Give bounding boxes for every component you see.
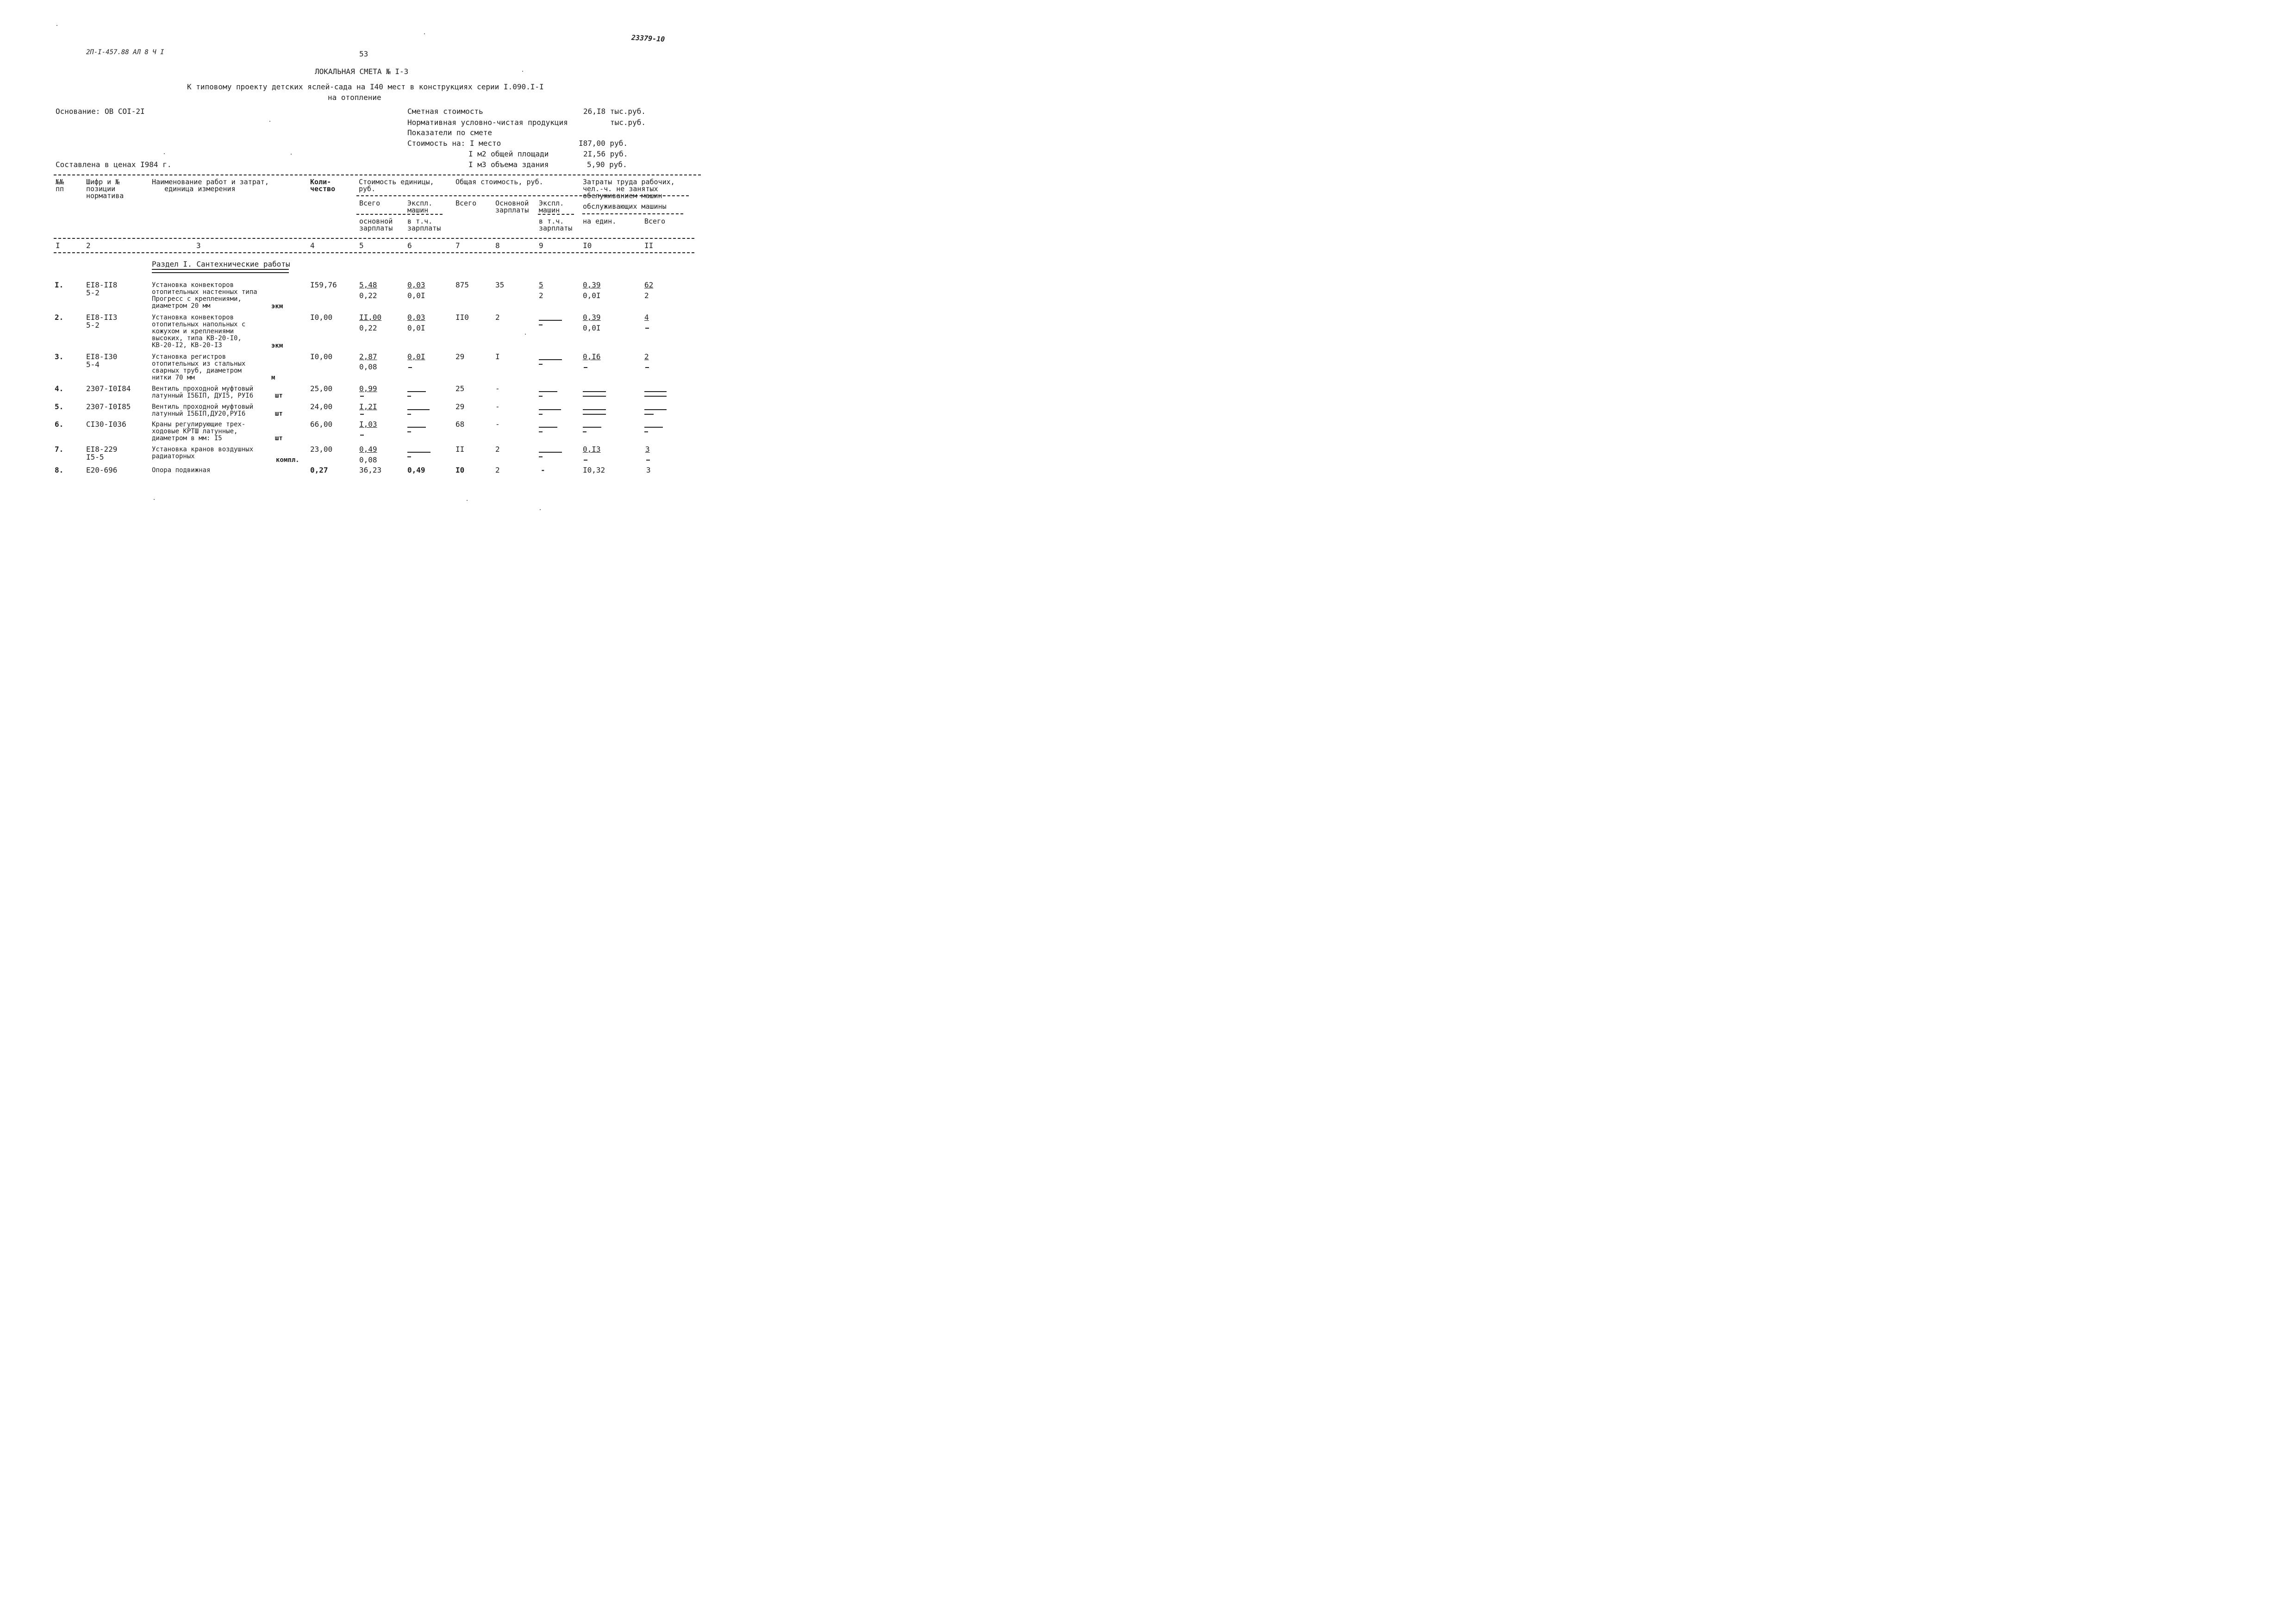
row-labor-per-unit-dash — [584, 367, 587, 368]
header-code: Шифр и № позиции норматива — [86, 178, 124, 200]
row-unit: экм — [271, 303, 283, 310]
section-title: Раздел I. Сантехнические работы — [152, 260, 290, 268]
section-title-double-rule — [152, 269, 289, 273]
column-number: 2 — [86, 241, 91, 250]
row-labor-per-unit-serving: 0,0I — [583, 324, 601, 332]
header-quantity: Коли- чество — [310, 178, 336, 193]
npp-label: Нормативная условно-чистая продукция — [407, 118, 568, 127]
row-code: CI30-I036 — [86, 420, 126, 429]
row-labor-total: 3 — [646, 466, 651, 474]
row-total-cost: 29 — [455, 402, 465, 411]
row-unit: шт — [275, 392, 283, 399]
row-number: I. — [55, 281, 64, 289]
header-total-machines: Экспл. машин — [539, 199, 564, 214]
row-total-cost: II0 — [455, 313, 469, 322]
row-machines-wage: 2 — [539, 291, 543, 300]
row-quantity: I0,00 — [310, 352, 333, 361]
scan-speck — [525, 334, 526, 335]
row-name: Установка кранов воздушных радиаторных — [152, 446, 254, 460]
row-name: Установка регистров отопительных из стальных сварных труб, диаметром нитки 70 мм — [152, 353, 246, 381]
scan-speck — [164, 153, 165, 154]
row-unit: шт — [275, 435, 283, 442]
row-number: 3. — [55, 352, 64, 361]
row-unit-wage: 0,22 — [359, 324, 377, 332]
row-number: 6. — [55, 420, 64, 429]
row-labor-per-unit-blank — [583, 391, 606, 397]
row-total-cost: II — [455, 445, 465, 454]
row-unit-cost: I,2I — [359, 402, 377, 411]
row-code: EI8-229 I5-5 — [86, 445, 118, 461]
document-subtitle-2: на отопление — [328, 93, 381, 102]
row-total-cost: 68 — [455, 420, 465, 429]
header-name: Наименование работ и затрат, единица измерения — [152, 178, 269, 193]
row-total-cost: 25 — [455, 384, 465, 393]
row-name: Вентиль проходной муфтовый латунный I5БIП,ДУ20,РУI6 — [152, 403, 254, 418]
scan-speck — [424, 33, 425, 34]
archive-number-stamp: 23379-10 — [631, 33, 665, 44]
header-basic-wage: Основной зарплаты — [495, 199, 529, 214]
header-unit-incl-wage: в т.ч. зарплаты — [407, 217, 441, 232]
scan-speck — [56, 25, 57, 26]
basis-label: Основание: ОВ СОI-2I — [56, 107, 145, 116]
row-number: 5. — [55, 402, 64, 411]
column-number: 4 — [310, 241, 315, 250]
row-quantity: 66,00 — [310, 420, 333, 429]
row-number: 7. — [55, 445, 64, 454]
header-subrule-4 — [582, 213, 683, 214]
header-total-all: Всего — [455, 199, 477, 207]
cost-per-place-label: Стоимость на: I место — [407, 139, 501, 148]
column-number: 6 — [407, 241, 412, 250]
header-bottom-rule — [54, 238, 694, 239]
row-quantity: 0,27 — [310, 466, 328, 474]
header-subrule-2 — [356, 214, 443, 215]
row-unit-machines-blank — [407, 452, 430, 457]
row-basic-wage: - — [495, 384, 500, 393]
row-labor-total: 4 — [644, 313, 649, 322]
row-unit-machines: 0,03 — [407, 313, 425, 322]
row-unit: экм — [271, 342, 283, 349]
row-code: EI8-II8 5-2 — [86, 281, 118, 297]
row-labor-per-unit: I0,32 — [583, 466, 605, 474]
row-labor-total: 2 — [644, 352, 649, 361]
row-unit-wage: 0,22 — [359, 291, 377, 300]
row-basic-wage: - — [495, 402, 500, 411]
row-unit-wage: 0,08 — [359, 455, 377, 464]
row-total-cost: I0 — [455, 466, 465, 474]
prices-year: Составлена в ценах I984 г. — [56, 160, 172, 169]
row-code: 2307-I0I85 — [86, 402, 131, 411]
header-unit-basic-wage: основной зарплаты — [359, 217, 393, 232]
row-quantity: 24,00 — [310, 402, 333, 411]
row-labor-per-unit-dash — [584, 460, 587, 461]
row-code: E20-696 — [86, 466, 118, 474]
column-number: 8 — [495, 241, 500, 250]
scan-speck — [522, 71, 523, 72]
row-unit-machines-blank — [407, 409, 430, 415]
row-basic-wage: 2 — [495, 466, 500, 474]
row-quantity: 25,00 — [310, 384, 333, 393]
row-name: Опора подвижная — [152, 467, 211, 474]
row-labor-per-unit-serving: 0,0I — [583, 291, 601, 300]
row-labor-per-unit: 0,I6 — [583, 352, 601, 361]
row-machines: 5 — [539, 281, 543, 289]
row-name: Установка конвекторов отопительных настенных типа Прогресс с креплениями, диаметром 20 мм — [152, 281, 257, 310]
row-labor-total: 3 — [645, 445, 650, 454]
row-code: EI8-I30 5-4 — [86, 352, 118, 369]
column-number: 9 — [539, 241, 543, 250]
column-number: 5 — [359, 241, 364, 250]
row-code: 2307-I0I84 — [86, 384, 131, 393]
row-unit-cost: I,03 — [359, 420, 377, 429]
column-number: 3 — [196, 241, 201, 250]
row-unit-machines: 0,49 — [407, 466, 425, 474]
header-labor: Затраты труда рабочих, чел.-ч. не занятых обслуживанием машин — [583, 178, 675, 200]
row-unit-cost: 0,99 — [359, 384, 377, 393]
row-quantity: I0,00 — [310, 313, 333, 322]
estimated-cost-value: 26,I8 тыс.руб. — [583, 107, 646, 116]
header-total-labor: Всего — [644, 217, 666, 225]
cost-per-place-value: I87,00 руб. — [579, 139, 628, 148]
row-total-cost: 29 — [455, 352, 465, 361]
row-unit-wage-dash — [360, 414, 364, 415]
column-number: I0 — [583, 241, 592, 250]
header-unit-machines: Экспл. машин — [407, 199, 433, 214]
column-number: 7 — [455, 241, 460, 250]
scan-speck — [540, 509, 541, 510]
row-unit-wage: 0,08 — [359, 362, 377, 371]
row-labor-per-unit: 0,39 — [583, 313, 601, 322]
row-labor-per-unit: 0,39 — [583, 281, 601, 289]
row-quantity: 23,00 — [310, 445, 333, 454]
header-serving-machines: обслуживающих машины — [583, 202, 667, 211]
document-code-stamp: 2П-I-457.88 АЛ 8 Ч I — [86, 49, 164, 56]
row-unit: компл. — [276, 456, 299, 464]
row-unit-machines-blank — [407, 391, 426, 397]
row-total-cost: 875 — [455, 281, 469, 289]
row-machines-blank — [539, 452, 562, 457]
row-machines: - — [541, 466, 545, 474]
scan-speck — [467, 500, 468, 501]
row-machines-blank — [539, 359, 562, 365]
row-labor-total-dash — [646, 460, 650, 461]
npp-value: тыс.руб. — [610, 118, 646, 127]
row-quantity: I59,76 — [310, 281, 337, 289]
row-basic-wage: 2 — [495, 313, 500, 322]
cost-per-m3-value: 5,90 руб. — [587, 160, 627, 169]
row-unit-machines: 0,03 — [407, 281, 425, 289]
scan-speck — [154, 499, 155, 500]
row-labor-total-blank — [644, 391, 667, 397]
row-unit-cost: 36,23 — [359, 466, 382, 474]
row-unit: шт — [275, 410, 283, 418]
row-machines-blank — [539, 320, 562, 325]
row-unit-wage-dash — [360, 396, 364, 397]
cost-per-m2-label: I м2 общей площади — [468, 150, 549, 158]
row-name: Установка конвекторов отопительных напольных с кожухом и креплениями высоких, типа КВ-20-I0, КВ-20-I2, КВ-20-I3 — [152, 314, 246, 349]
column-number-rule — [54, 252, 694, 253]
column-number: II — [644, 241, 654, 250]
row-basic-wage: I — [495, 352, 500, 361]
header-total-cost: Общая стоимость, руб. — [455, 178, 543, 186]
row-unit-machines-blank — [407, 427, 426, 432]
row-unit-wage-dash — [360, 435, 364, 436]
row-basic-wage: - — [495, 420, 500, 429]
row-unit-machines: 0,0I — [407, 352, 425, 361]
cost-per-m2-value: 2I,56 руб. — [583, 150, 628, 158]
page-number: 53 — [359, 50, 368, 58]
row-unit: м — [271, 374, 275, 381]
row-basic-wage: 2 — [495, 445, 500, 454]
row-machines-blank — [539, 409, 561, 415]
header-total-incl-wage: в т.ч. зарплаты — [539, 217, 573, 232]
row-number: 8. — [55, 466, 64, 474]
row-unit-machines-wage: 0,0I — [407, 291, 425, 300]
indicators-label: Показатели по смете — [407, 128, 493, 137]
row-number: 2. — [55, 313, 64, 322]
row-labor-per-unit-blank — [583, 409, 606, 415]
row-labor-total-blank — [644, 427, 663, 432]
row-code: EI8-II3 5-2 — [86, 313, 118, 330]
row-basic-wage: 35 — [495, 281, 505, 289]
row-unit-cost: 5,48 — [359, 281, 377, 289]
row-labor-total-blank — [644, 409, 667, 415]
row-unit-cost: II,00 — [359, 313, 382, 322]
row-unit-machines-wage: 0,0I — [407, 324, 425, 332]
scan-speck — [269, 121, 270, 122]
row-labor-total-serving: 2 — [644, 291, 649, 300]
row-labor-per-unit: 0,I3 — [583, 445, 601, 454]
row-number: 4. — [55, 384, 64, 393]
row-unit-cost: 2,87 — [359, 352, 377, 361]
column-number: I — [56, 241, 60, 250]
document-subtitle: К типовому проекту детских яслей-сада на I40 мест в конструкциях серии I.090.I-I — [187, 82, 544, 91]
row-labor-total-dash — [645, 328, 649, 329]
row-name: Краны регулирующие трех- ходовые КРТШ латунные, диаметром в мм: I5 — [152, 421, 246, 442]
row-machines-blank — [539, 391, 557, 397]
cost-per-m3-label: I м3 объема здания — [468, 160, 549, 169]
row-name: Вентиль проходной муфтовый латунный I5БIП, ДУI5, РУI6 — [152, 385, 254, 399]
estimated-cost-label: Сметная стоимость — [407, 107, 483, 116]
row-labor-total: 62 — [644, 281, 654, 289]
header-unit-cost: Стоимость единицы, руб. — [359, 178, 434, 193]
row-machines-blank — [539, 427, 557, 432]
row-unit-machines-wage-dash — [408, 367, 412, 368]
header-unit-all: Всего — [359, 199, 381, 207]
header-number: №№ пп — [56, 178, 64, 193]
document-title: ЛОКАЛЬНАЯ СМЕТА № I-3 — [315, 67, 409, 76]
row-labor-total-dash — [645, 367, 649, 368]
row-labor-per-unit-blank — [583, 427, 601, 432]
header-per-unit: на един. — [583, 217, 617, 225]
scan-speck — [291, 154, 292, 155]
row-unit-cost: 0,49 — [359, 445, 377, 454]
